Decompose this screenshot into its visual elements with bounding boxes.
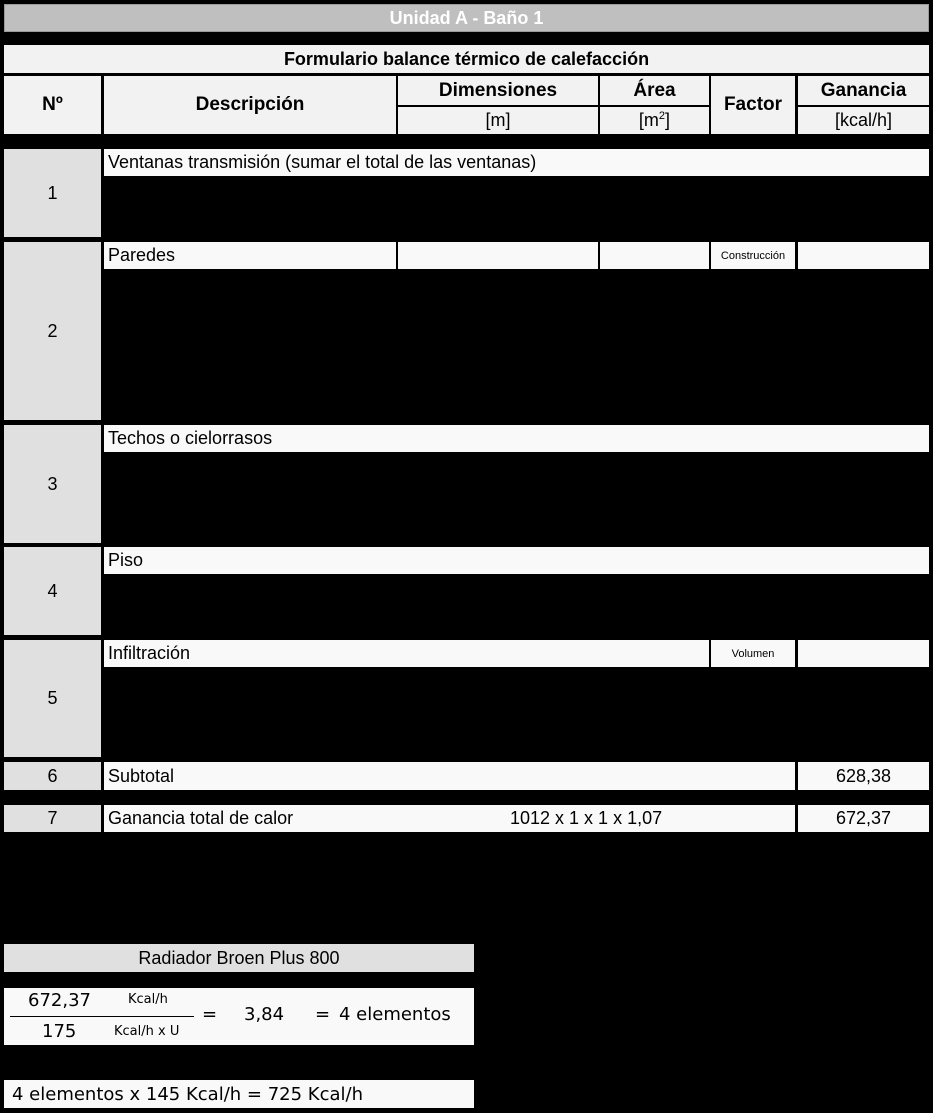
row-number xyxy=(4,640,101,757)
area-unit-close: ] xyxy=(665,110,671,130)
header-area-unit xyxy=(600,107,709,134)
header-descripcion-text: Descripción xyxy=(195,94,305,115)
fraction-line xyxy=(10,1016,194,1017)
header-area-text: Área xyxy=(633,79,676,101)
row-number-text: 7 xyxy=(47,808,58,828)
row-number-text: 2 xyxy=(47,320,58,341)
header-dimensiones-unit-text: [m] xyxy=(485,110,511,130)
radiator-summary-text: 4 elementos x 145 Kcal/h = 725 Kcal/h xyxy=(12,1083,363,1105)
radiator-title-text: Radiador Broen Plus 800 xyxy=(138,947,340,968)
row-label-text: Infiltración xyxy=(108,643,191,663)
area-unit-base: [m xyxy=(638,110,659,130)
header-factor-text: Factor xyxy=(723,94,783,115)
header-area-unit-text xyxy=(639,110,670,131)
header-dimensiones-text: Dimensiones xyxy=(438,79,558,101)
form-title xyxy=(4,45,929,73)
row-label-text: Techos o cielorrasos xyxy=(108,428,273,448)
row-label xyxy=(104,640,709,667)
header-no-text: Nº xyxy=(42,94,63,115)
form-title-text: Formulario balance térmico de calefacción xyxy=(283,48,650,69)
radiator-title xyxy=(4,944,474,972)
equals-sign: = xyxy=(202,1004,218,1025)
total-value-text: 672,37 xyxy=(835,808,892,828)
factor-cell xyxy=(711,242,795,269)
row-label xyxy=(104,805,795,832)
formula-text: 1012 x 1 x 1 x 1,07 xyxy=(510,808,663,828)
row-label-text: Subtotal xyxy=(108,765,175,786)
dimensiones-cell xyxy=(398,242,598,269)
factor-cell xyxy=(711,640,795,667)
row-number xyxy=(4,149,101,237)
row-number xyxy=(4,242,101,420)
page-title-text: Unidad A - Baño 1 xyxy=(389,7,544,28)
row-label xyxy=(104,242,396,269)
radiator-summary xyxy=(4,1080,474,1108)
row-number xyxy=(4,547,101,635)
ganancia-cell xyxy=(798,640,929,667)
row-number-text: 5 xyxy=(47,688,58,708)
header-no xyxy=(4,76,101,134)
row-label xyxy=(104,547,929,574)
factor-cell-text: Construcción xyxy=(720,249,786,262)
row-number xyxy=(4,762,101,790)
row-number-text: 3 xyxy=(47,473,58,494)
row-number xyxy=(4,425,101,543)
area-unit-sup: 2 xyxy=(658,110,666,122)
area-cell xyxy=(600,242,709,269)
subtotal-value-text: 628,38 xyxy=(835,765,892,786)
header-ganancia-unit-text: [kcal/h] xyxy=(834,110,893,130)
page-title xyxy=(4,4,929,32)
header-descripcion xyxy=(104,76,396,134)
ganancia-cell xyxy=(798,242,929,269)
row-number-text: 4 xyxy=(47,580,58,601)
equals-sign: = xyxy=(315,1004,331,1025)
header-factor xyxy=(711,76,795,134)
radiator-calculation xyxy=(4,988,474,1045)
row-label-text: Piso xyxy=(108,550,144,570)
denominator-unit: Kcal/h x U xyxy=(114,1024,180,1039)
row-label xyxy=(104,149,929,176)
row-number xyxy=(4,805,101,832)
factor-cell-text: Volumen xyxy=(731,647,775,660)
row-label-text: Ganancia total de calor xyxy=(108,808,294,828)
header-dimensiones-unit xyxy=(398,107,598,134)
denominator-value: 175 xyxy=(42,1021,77,1042)
row-label xyxy=(104,425,929,452)
row-number-text: 1 xyxy=(47,182,58,203)
total-value xyxy=(798,805,929,832)
numerator-unit: Kcal/h xyxy=(128,992,168,1007)
header-ganancia xyxy=(798,76,929,105)
subtotal-value xyxy=(798,762,929,790)
header-dimensiones xyxy=(398,76,598,105)
row-label xyxy=(104,762,795,790)
header-ganancia-text: Ganancia xyxy=(820,79,907,101)
row-number-text: 6 xyxy=(47,765,58,786)
result-value: 3,84 xyxy=(244,1004,285,1025)
header-area xyxy=(600,76,709,105)
row-label-text: Ventanas transmisión (sumar el total de las ventanas) xyxy=(108,152,537,172)
numerator-value: 672,37 xyxy=(28,990,91,1011)
header-ganancia-unit xyxy=(798,107,929,134)
row-label-text: Paredes xyxy=(108,245,176,265)
elements-count: 4 elementos xyxy=(339,1004,451,1025)
